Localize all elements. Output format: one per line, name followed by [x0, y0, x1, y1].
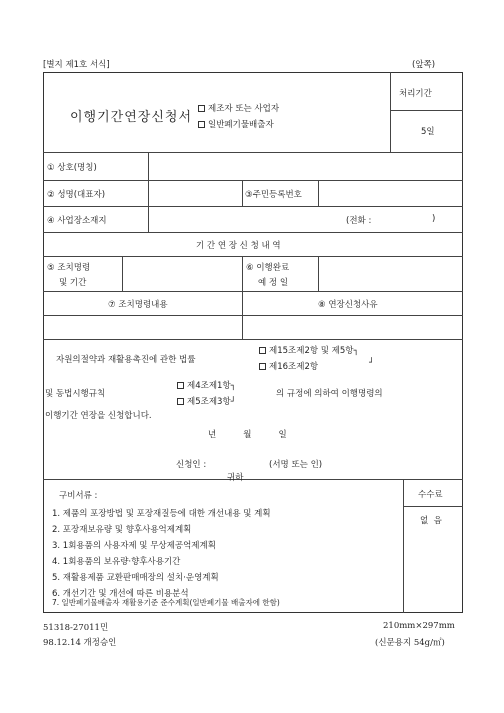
document-item: 5. 재활용제품 교환판매매장의 설치·운영계획	[52, 573, 219, 583]
rule	[318, 180, 319, 206]
checkbox-icon	[259, 363, 266, 370]
approval-date: 98.12.14 개정승인	[43, 638, 117, 648]
processing-label: 처리기간	[399, 89, 432, 99]
rule	[43, 479, 463, 480]
phone-close: )	[432, 214, 436, 224]
rule	[403, 479, 404, 613]
rule	[43, 339, 463, 340]
rule-5-option[interactable]: 제5조제3항┘	[177, 395, 236, 407]
rule	[43, 206, 463, 207]
order-label: ⑤ 조치명령	[47, 263, 91, 273]
statement-suffix: 의 규정에 의하여 이행명령의	[276, 389, 383, 399]
option-manufacturer[interactable]: 제조자 또는 사업자	[198, 102, 279, 114]
application-date: 년 월 일	[208, 430, 287, 440]
article-16-option[interactable]: 제16조제2항	[259, 360, 318, 372]
rule	[43, 256, 463, 257]
checkbox-icon	[177, 398, 184, 405]
signature-mark: (서명 또는 인)	[269, 460, 323, 470]
rule	[242, 291, 243, 339]
paper-type: (신문용지 54g/㎡)	[375, 638, 445, 648]
checkbox-icon	[259, 347, 266, 354]
fee-value: 없 음	[420, 516, 442, 526]
rule	[390, 72, 391, 152]
resident-no-label: ③주민등록번호	[245, 190, 302, 200]
rule	[318, 256, 319, 291]
paper-size: 210mm×297mm	[383, 621, 455, 631]
document-item: 1. 제품의 포장방법 및 포장재질등에 대한 개선내용 및 계획	[52, 509, 271, 519]
decree-prefix: 및 동법시행규칙	[45, 389, 106, 399]
fee-label: 수수료	[418, 490, 443, 500]
phone-label: (전화 :	[346, 216, 372, 226]
form-code: 51318-27011민	[43, 623, 109, 633]
statement-line: 이행기간 연장을 신청합니다.	[45, 411, 152, 421]
order-content-label: ⑦ 조치명령내용	[108, 300, 168, 310]
address-label: ④ 사업장소재지	[47, 216, 107, 226]
rule	[43, 180, 463, 181]
document-item: 3. 1회용품의 사용자제 및 무상제공억제계획	[52, 541, 216, 551]
extension-reason-label: ⑧ 연장신청사유	[318, 300, 378, 310]
document-item: 6. 개선기간 및 개선에 따른 비용분석	[52, 589, 189, 599]
applicant-label: 신청인 :	[176, 460, 207, 470]
rule-4-option[interactable]: 제4조제1항┐	[177, 379, 236, 391]
addressee: 귀하	[227, 473, 244, 483]
rule	[242, 256, 243, 291]
rule	[43, 152, 463, 153]
rule	[43, 315, 463, 316]
rule	[148, 152, 149, 232]
document-item: 2. 포장재보유량 및 향후사용억제계획	[52, 525, 192, 535]
page-side: (앞쪽)	[412, 60, 436, 70]
form-title: 이행기간연장신청서	[70, 110, 193, 125]
option-waste-discharger[interactable]: 일반폐기물배출자	[198, 118, 274, 130]
rule	[390, 110, 463, 111]
details-title: 기 간 연 장 신 청 내 역	[196, 241, 281, 251]
rule	[43, 291, 463, 292]
article-15-option[interactable]: 제15조제2항 및 제5항┐	[259, 344, 359, 356]
completion-label-date: 예 정 일	[258, 278, 289, 288]
form-number: [별지 제1호 서식]	[43, 60, 110, 70]
document-item: 7. 일반폐기물배출자 재활용기준 준수계획(일반폐기물 배출자에 한함)	[52, 598, 280, 607]
completion-label: ⑥ 이행완료	[246, 263, 290, 273]
checkbox-icon	[198, 105, 205, 112]
name-label: ② 성명(대표자)	[47, 190, 106, 200]
order-label-period: 및 기간	[59, 278, 87, 288]
processing-value: 5일	[421, 127, 435, 137]
rule	[122, 256, 123, 291]
rule	[43, 232, 463, 233]
bracket-mark: ┘	[369, 358, 375, 368]
checkbox-icon	[177, 382, 184, 389]
checkbox-icon	[198, 121, 205, 128]
rule	[403, 506, 463, 507]
trade-name-label: ① 상호(명칭)	[47, 163, 97, 173]
document-item: 4. 1회용품의 보유량·향후사용기간	[52, 557, 181, 567]
documents-title: 구비서류 :	[59, 491, 98, 501]
rule	[242, 180, 243, 206]
law-name: 자원의절약과 재활용촉진에 관한 법률	[56, 355, 196, 365]
